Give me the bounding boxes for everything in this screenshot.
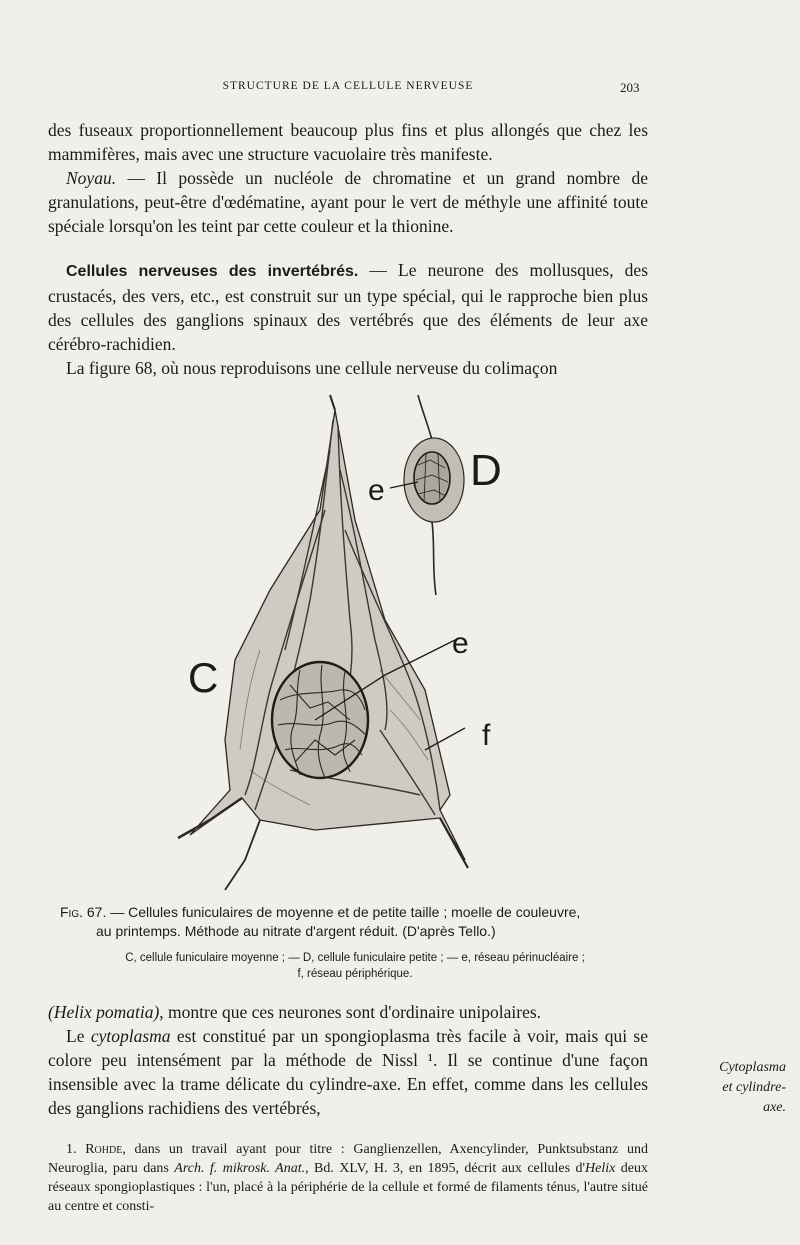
label-d: D bbox=[470, 446, 502, 495]
p2-lead: Noyau. bbox=[66, 168, 117, 188]
footnote-t3: deux réseaux spongioplastiques : l'un, placé à la périphérie de la cellule et formé de filaments ténus, l'autre situé au centre et consti- bbox=[48, 1161, 648, 1214]
p6-rest: est constitué par un spongioplasma très facile à voir, mais qui se colore peu intensément par la méthode de Nissl ¹. Il se continue d'une façon insensible avec la trame délicate du cylindre-axe. En effet, comme dans les cellules des ganglions rachidiens des vertébrés, bbox=[48, 1026, 648, 1118]
figure-67-illustration bbox=[150, 390, 550, 900]
label-c: C bbox=[188, 654, 219, 701]
p6-start: Le bbox=[66, 1026, 91, 1046]
figure-legend bbox=[60, 950, 650, 982]
label-f: f bbox=[482, 719, 491, 752]
footnote-author: Rohde bbox=[85, 1142, 123, 1157]
paragraph-2 bbox=[48, 166, 648, 238]
margin-note-line-1: Cytoplasma bbox=[719, 1060, 786, 1075]
footnote-journal: Arch. f. mikrosk. Anat. bbox=[174, 1161, 306, 1176]
cell-c-right-process bbox=[440, 818, 468, 868]
caption-text-1: — Cellules funiculaires de moyenne et de petite taille ; moelle de couleuvre, bbox=[106, 904, 581, 920]
cell-c-bottom-process bbox=[225, 820, 260, 890]
footnote bbox=[48, 1140, 648, 1216]
p5-rest: , montre que ces neurones sont d'ordinaire unipolaires. bbox=[159, 1002, 542, 1022]
label-e-large: e bbox=[452, 627, 469, 660]
p6-term: cytoplasma bbox=[90, 1026, 171, 1046]
footnote-t2: , Bd. XLV, H. 3, en 1895, décrit aux cellules d' bbox=[305, 1161, 586, 1176]
paragraph-5 bbox=[48, 1000, 648, 1024]
margin-note-line-2: et cylindre- bbox=[722, 1080, 786, 1095]
p1-line2: chez les mammifères, mais avec une structure vacuolaire très manifeste. bbox=[48, 120, 648, 164]
paragraph-4: La figure 68, où nous reproduisons une cellule nerveuse du colimaçon bbox=[66, 358, 558, 378]
footnote-number: 1. bbox=[66, 1142, 86, 1157]
caption-line-1 bbox=[60, 903, 650, 922]
margin-note bbox=[676, 1058, 786, 1118]
figure-caption bbox=[60, 903, 650, 941]
p2-rest: — Il possède un nucléole de chromatine et un grand nombre de granulations, peut-être d'œdématine, ayant pour le vert de méthyle une affinité toute spéciale lorsqu'on les teint par cette couleur et la thionine. bbox=[48, 168, 648, 236]
legend-line-2: f, réseau périphérique. bbox=[297, 968, 413, 980]
body-text-bottom bbox=[48, 1000, 648, 1120]
footnote-t1: , dans un travail ayant pour titre : Ganglienzellen, Axencylinder, Punktsubstanz und Neuroglia, paru dans bbox=[48, 1142, 649, 1176]
cell-c-apical-process bbox=[330, 395, 335, 410]
paragraph-3 bbox=[48, 258, 648, 356]
p5-species: (Helix pomatia) bbox=[48, 1002, 160, 1022]
page-number: 203 bbox=[620, 80, 640, 95]
p3-rest: — Le neurone des mollusques, des crustacés, des vers, etc., est construit sur un type spécial, qui le rapproche bien plus des cellules des ganglions spinaux des vertébrés que des éléments de leur axe cérébro-rachidien. bbox=[48, 260, 649, 354]
footnote-genus: Helix bbox=[585, 1161, 616, 1176]
label-e-small: e bbox=[368, 474, 385, 507]
running-header: STRUCTURE DE LA CELLULE NERVEUSE bbox=[222, 80, 474, 92]
p1-line1: des fuseaux proportionnellement beaucoup plus fins et plus allongés que bbox=[48, 120, 582, 140]
caption-fig-number: Fig. 67. bbox=[60, 904, 107, 920]
legend-line-1: C, cellule funiculaire moyenne ; — D, cellule funiculaire petite ; — e, réseau périnucléaire ; bbox=[125, 952, 585, 964]
paragraph-1 bbox=[48, 118, 648, 166]
section-heading: Cellules nerveuses des invertébrés. bbox=[66, 263, 359, 280]
paragraph-6 bbox=[48, 1024, 648, 1120]
body-text-top bbox=[48, 118, 648, 380]
margin-note-line-3: axe. bbox=[763, 1100, 786, 1115]
caption-line-2: au printemps. Méthode au nitrate d'argent réduit. (D'après Tello.) bbox=[96, 923, 496, 939]
cell-d bbox=[390, 395, 464, 595]
footnote-text bbox=[48, 1140, 648, 1216]
cell-c-nucleus bbox=[272, 662, 368, 778]
